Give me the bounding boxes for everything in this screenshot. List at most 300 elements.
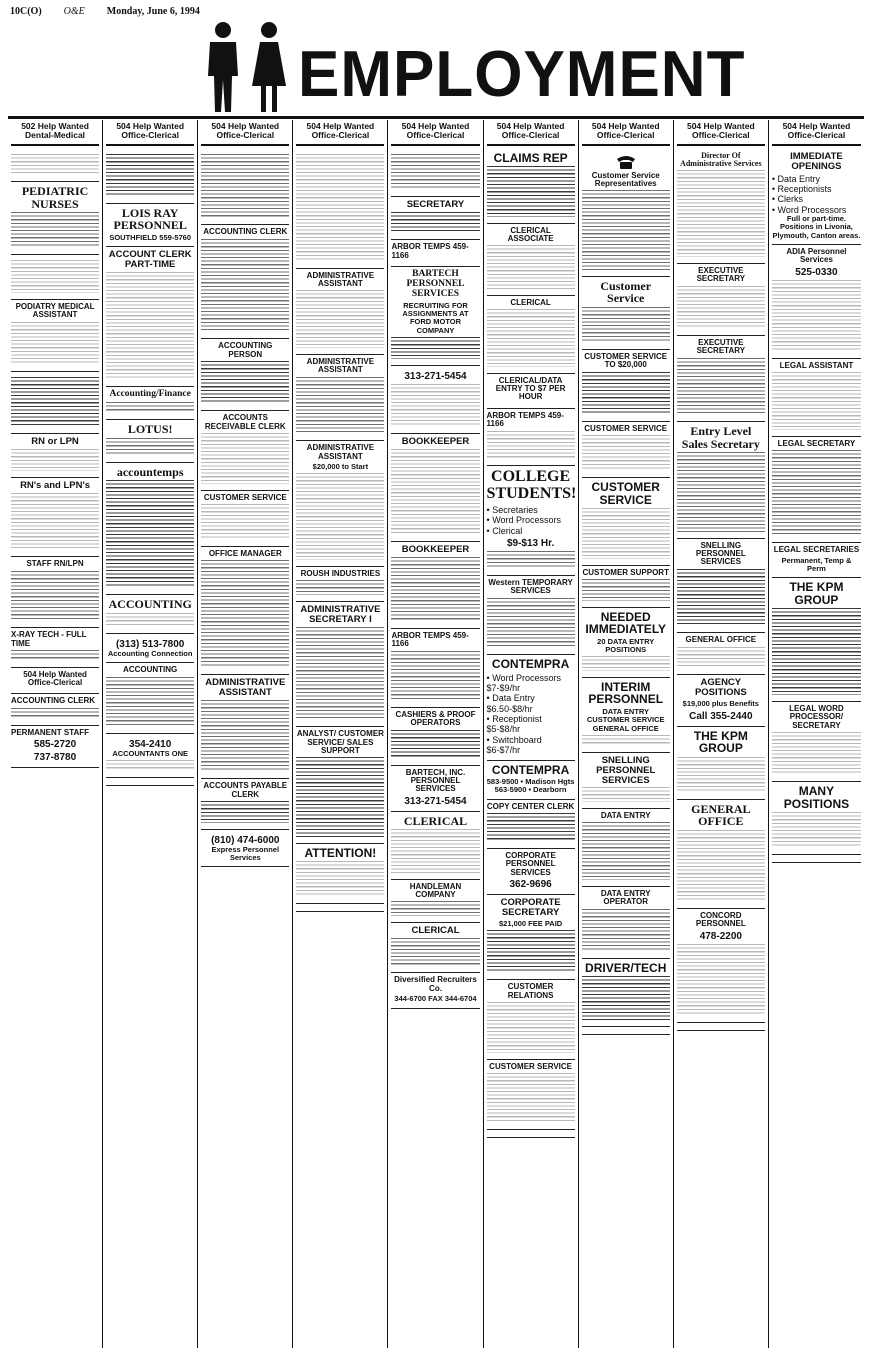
ad-body-text (391, 449, 479, 535)
column-heading: 502 Help Wanted Dental-Medical (11, 120, 99, 146)
classified-ad (11, 694, 99, 725)
ad-body-text (201, 801, 289, 823)
ad-body-text (201, 433, 289, 483)
ad-headline: CUSTOMER SERVICE (489, 1061, 573, 1071)
classified-ad (391, 629, 479, 708)
classified-ad (772, 855, 861, 863)
ad-headline: ACCOUNTING CLERK (203, 227, 288, 237)
ad-phone-number: $9-$13 Hr. (506, 538, 555, 549)
ad-body-text (677, 647, 765, 669)
ad-body-text (582, 656, 670, 670)
ad-body-text (582, 976, 670, 1019)
classified-ad (106, 595, 194, 634)
ad-headline: LEGAL SECRETARY (777, 438, 856, 448)
ad-headline: CLAIMS REP (493, 150, 568, 165)
page-number: 10C(O) (10, 6, 42, 17)
ad-subhead: ACCOUNTANTS ONE (112, 749, 189, 759)
classified-ad (11, 149, 99, 183)
ad-headline: THE KPM GROUP (693, 728, 748, 756)
classified-ad (582, 422, 670, 478)
ad-headline: LEGAL ASSISTANT (779, 360, 854, 370)
ad-headline: CLERICAL ASSOCIATE (507, 225, 554, 244)
ad-body-text (296, 154, 384, 262)
ad-headline: LOTUS! (127, 422, 173, 437)
ad-subhead: $20,000 to Start (312, 462, 369, 472)
ad-headline: CASHIERS & PROOF OPERATORS (395, 710, 476, 728)
classified-ad (391, 812, 479, 880)
ad-headline: ARBOR TEMPS 459-1166 (391, 630, 469, 649)
ad-body-text (106, 480, 194, 588)
ad-headline: ACCOUNTING CLERK (11, 696, 95, 706)
ad-headline: COPY CENTER CLERK (486, 801, 575, 811)
ad-body-text (11, 650, 99, 661)
classified-ad (487, 149, 575, 224)
classified-ad (677, 264, 765, 336)
section-masthead (200, 20, 860, 118)
ad-body-text (487, 245, 575, 288)
classified-ad (582, 887, 670, 959)
column-heading: 504 Help Wanted Office-Clerical (582, 120, 670, 146)
column-heading: 504 Help Wanted Office-Clerical (772, 120, 861, 146)
ad-body-text (487, 431, 575, 460)
ad-headline: STAFF RN/LPN (26, 559, 84, 569)
ad-body-text (391, 337, 479, 359)
ad-body-text (106, 154, 194, 197)
column-heading: 504 Help Wanted Office-Clerical (106, 120, 194, 146)
ad-body-text (582, 307, 670, 343)
classified-ad (296, 441, 384, 566)
ad-body-text (296, 473, 384, 559)
ad-body-text (11, 449, 99, 471)
ad-body-text (487, 1073, 575, 1123)
ad-body-text (11, 154, 99, 176)
ad-body-text (296, 580, 384, 594)
classified-ad (391, 923, 479, 974)
classified-columns (8, 120, 864, 1348)
ad-body-text (11, 377, 99, 427)
ad-headline: COLLEGE STUDENTS! (486, 468, 577, 503)
classified-ad (487, 224, 575, 296)
classified-ad (391, 880, 479, 923)
ad-headline: ARBOR TEMPS 459-1166 (486, 410, 564, 429)
ad-column (8, 120, 103, 1348)
ad-body-text (772, 450, 861, 536)
ad-phone-number: (313) 513-7800 (115, 639, 185, 651)
classified-ad (106, 734, 194, 778)
ad-headline: CUSTOMER SERVICE (591, 480, 660, 507)
ad-body-text (391, 557, 479, 622)
classified-ad (772, 702, 861, 782)
ad-body-text (677, 757, 765, 793)
ad-headline: LOIS RAY PERSONNEL (113, 205, 187, 233)
ad-headline: Customer Service (600, 278, 652, 306)
ad-headline: Western TEMPORARY SERVICES (488, 578, 573, 596)
ad-body-text (296, 861, 384, 897)
classified-ad (487, 980, 575, 1059)
ad-phone-number: 585-2720 (33, 739, 77, 751)
ad-subhead: RECRUITING FOR ASSIGNMENTS AT (402, 300, 469, 319)
ad-body-text (201, 154, 289, 219)
ad-phone-number: 362-9696 (509, 878, 552, 890)
man-figure-icon (200, 20, 246, 116)
ad-headline: ANALYST/ CUSTOMER SERVICE/ SALES SUPPORT (296, 729, 384, 755)
classified-ad (582, 608, 670, 678)
ad-body-text (772, 608, 861, 694)
ad-body-text (391, 730, 479, 759)
ad-body-text (106, 677, 194, 727)
ad-column (388, 120, 483, 1348)
classified-ad (772, 359, 861, 437)
classified-ad (106, 204, 194, 247)
ad-headline: IMMEDIATE OPENINGS (790, 150, 843, 172)
ad-position-list: • Word Processors $7-$9/hr • Data Entry $6.50-$8/hr • Receptionist $5-$8/hr • Switchboard $6-$7/hr (486, 672, 562, 756)
ad-phone-number: 313-271-5454 (404, 370, 467, 382)
ad-subhead: Express Personnel Services (211, 844, 280, 862)
classified-ad (106, 778, 194, 786)
ad-headline: ADMINISTRATIVE ASSISTANT (205, 677, 286, 699)
ad-subhead: Accounting Connection (107, 649, 193, 659)
ad-headline: accountemps (116, 464, 184, 479)
ad-body-text (582, 787, 670, 801)
ad-subhead: 583-9500 • Madison Hgts (486, 777, 575, 787)
classified-ad (487, 1130, 575, 1138)
ad-body-text (11, 260, 99, 292)
ad-headline: CUSTOMER RELATIONS (507, 982, 554, 1000)
woman-figure-icon (246, 20, 292, 116)
classified-ad (11, 255, 99, 299)
ad-body-text (677, 569, 765, 627)
ad-body-text (677, 944, 765, 1016)
ad-phone-number: 354-2410 (129, 739, 172, 751)
ad-subhead: SOUTHFIELD 559-5760 (109, 233, 192, 243)
classified-ad (582, 753, 670, 809)
issue-date: Monday, June 6, 1994 (106, 6, 200, 17)
classified-ad (201, 547, 289, 675)
ad-body-text (11, 322, 99, 365)
classified-ad (582, 350, 670, 422)
ad-headline: DRIVER/TECH (585, 960, 667, 975)
classified-ad (391, 434, 479, 542)
classified-ad (106, 247, 194, 387)
ad-subhead: Full or part-time. Positions in Livonia, Plymouth, Canton areas. (772, 214, 861, 240)
ad-headline: ADMINISTRATIVE ASSISTANT (306, 443, 375, 461)
ad-headline: ACCOUNTS RECEIVABLE CLERK (204, 413, 286, 431)
ad-column (198, 120, 293, 1348)
classified-ad (487, 576, 575, 655)
ad-headline: ATTENTION! (304, 845, 377, 860)
ad-headline: DATA ENTRY OPERATOR (600, 888, 651, 907)
column-heading: 504 Help Wanted Office-Clerical (391, 120, 479, 146)
classified-ad (391, 973, 479, 1008)
ad-column (674, 120, 769, 1348)
classified-ad (391, 197, 479, 241)
column-heading: 504 Help Wanted Office-Clerical (201, 120, 289, 146)
ad-body-text (391, 651, 479, 701)
ad-headline: SECRETARY (406, 198, 465, 210)
classified-ad (391, 267, 479, 366)
ad-headline: SNELLING PERSONNEL SERVICES (695, 540, 746, 567)
ad-headline: BOOKKEEPER (401, 544, 470, 556)
classified-ad (391, 708, 479, 766)
classified-ad (106, 663, 194, 734)
ad-body-text (487, 551, 575, 569)
ad-body-text (582, 822, 670, 880)
ad-position-list: • Secretaries • Word Processors • Clerical (486, 504, 562, 536)
ad-body-text (772, 372, 861, 430)
ad-headline: Accounting/Finance (109, 389, 191, 400)
classified-ad (487, 895, 575, 980)
ad-phone-number: 478-2200 (699, 930, 742, 942)
ad-body-text (677, 358, 765, 416)
ad-subhead: $19,000 plus Benefits (682, 699, 759, 709)
classified-ad (106, 634, 194, 663)
classified-ad (582, 678, 670, 753)
ad-body-text (296, 757, 384, 836)
ad-headline: ACCOUNT CLERK PART-TIME (108, 249, 192, 271)
column-heading: 504 Help Wanted Office-Clerical (296, 120, 384, 146)
ad-body-text (296, 627, 384, 721)
ad-body-text (677, 170, 765, 256)
classified-ad (677, 336, 765, 422)
classified-ad (772, 245, 861, 359)
ad-headline: ADMINISTRATIVE ASSISTANT (306, 357, 375, 375)
classified-ad (201, 411, 289, 490)
ad-headline: PODIATRY MEDICAL ASSISTANT (15, 301, 95, 320)
ad-headline: GENERAL OFFICE (691, 801, 751, 829)
classified-ad (677, 633, 765, 675)
ad-headline: Entry Level Sales Secretary (681, 424, 760, 451)
ad-body-text (391, 901, 479, 915)
ad-phone-number: (810) 474-6000 (211, 834, 280, 846)
ad-body-text (201, 239, 289, 333)
ad-headline: ROUSH INDUSTRIES (300, 568, 381, 578)
masthead-rule (8, 116, 864, 119)
ad-subhead: DATA ENTRY CUSTOMER SERVICE GENERAL OFFICE (586, 707, 665, 733)
classified-ad (391, 240, 479, 267)
ad-headline: BARTECH PERSONNEL SERVICES (406, 269, 465, 299)
ad-body-text (106, 438, 194, 456)
ad-body-text (582, 735, 670, 746)
ad-headline: GENERAL OFFICE (685, 635, 757, 645)
classified-ad (201, 779, 289, 829)
classified-ad (106, 149, 194, 204)
ad-headline: CONCORD PERSONNEL (695, 910, 746, 929)
ad-body-text (391, 384, 479, 427)
classified-ad (296, 149, 384, 269)
ad-headline: X-RAY TECH - FULL TIME (11, 630, 87, 648)
ad-body-text (391, 829, 479, 872)
ad-headline: CUSTOMER SERVICE (203, 492, 287, 502)
classified-ad (582, 149, 670, 277)
ad-headline: EXECUTIVE SECRETARY (696, 337, 746, 356)
classified-ad (582, 959, 670, 1027)
classified-ad (487, 800, 575, 849)
ad-phone-number: Call 355-2440 (689, 710, 753, 722)
classified-ad (677, 727, 765, 800)
ad-headline: EXECUTIVE SECRETARY (696, 265, 746, 284)
classified-ad (201, 149, 289, 226)
section-title: EMPLOYMENT (298, 38, 746, 111)
ad-headline: ACCOUNTING (123, 665, 178, 675)
ad-headline: ACCOUNTS PAYABLE CLERK (203, 781, 288, 799)
ad-headline: PERMANENT STAFF (11, 727, 90, 737)
classified-ad (201, 225, 289, 339)
ad-headline: CONTEMPRA (491, 762, 570, 777)
classified-ad (106, 420, 194, 463)
ad-headline: BARTECH, INC. PERSONNEL SERVICES (405, 767, 466, 794)
classified-ad (296, 567, 384, 602)
ad-body-text (201, 504, 289, 540)
classified-ad (677, 909, 765, 1023)
ad-headline: Customer Service Representatives (591, 170, 660, 189)
ad-position-list: • Data Entry • Receptionists • Clerks • Word Processors (771, 173, 847, 215)
ad-phone-number: 313-271-5454 (404, 795, 467, 807)
ad-subhead: $21,000 FEE PAID (498, 918, 563, 928)
ad-headline: THE KPM GROUP (789, 580, 844, 607)
classified-ad (582, 478, 670, 566)
classified-ad (677, 800, 765, 909)
classified-ad (772, 543, 861, 578)
classified-ad (11, 182, 99, 255)
classified-ad (487, 409, 575, 467)
column-heading: 504 Help Wanted Office-Clerical (487, 120, 575, 146)
classified-ad (11, 434, 99, 478)
column-heading: 504 Help Wanted Office-Clerical (677, 120, 765, 146)
ad-headline: NEEDED IMMEDIATELY (585, 609, 667, 637)
ad-phone-number: 737-8780 (33, 752, 77, 764)
ad-phone-number: 525-0330 (795, 266, 838, 278)
ad-body-text (677, 830, 765, 902)
classified-ad (296, 355, 384, 441)
classified-ad (772, 437, 861, 544)
classified-ad (772, 149, 861, 245)
ad-body-text (296, 377, 384, 435)
ad-body-text (106, 402, 194, 413)
classified-ad (296, 269, 384, 355)
ad-body-text (677, 286, 765, 329)
classified-ad (201, 339, 289, 411)
ad-headline: ARBOR TEMPS 459-1166 (391, 242, 469, 260)
classified-ad (582, 566, 670, 608)
ad-headline: CUSTOMER SUPPORT (582, 567, 669, 577)
ad-headline: ADIA Personnel Services (786, 246, 847, 265)
classified-ad (677, 675, 765, 726)
ad-headline: CUSTOMER SERVICE (584, 423, 668, 433)
ad-subhead: 20 DATA ENTRY POSITIONS (597, 636, 655, 655)
ad-column (484, 120, 579, 1348)
classified-ad (11, 372, 99, 434)
ad-headline: AGENCY POSITIONS (694, 677, 747, 699)
ad-body-text (582, 579, 670, 601)
classified-ad (11, 557, 99, 628)
ad-headline: BOOKKEEPER (401, 435, 470, 447)
ad-headline: RN or LPN (31, 436, 79, 448)
ad-subhead: 344-6700 FAX 344-6704 (394, 994, 477, 1004)
classified-ad (296, 844, 384, 905)
ad-body-text (582, 435, 670, 471)
ad-headline: SNELLING PERSONNEL SERVICES (596, 754, 656, 786)
classified-ad (11, 300, 99, 372)
publication-name: O&E (63, 6, 85, 17)
ad-body-text (772, 812, 861, 848)
ad-headline: Director Of Administrative Services (680, 150, 762, 169)
ad-body-text (582, 909, 670, 952)
classified-ad (487, 466, 575, 576)
classified-ad (582, 277, 670, 350)
ad-body-text (391, 154, 479, 190)
ad-headline: INTERIM PERSONNEL (588, 679, 664, 707)
classified-ad (677, 539, 765, 634)
ad-body-text (677, 452, 765, 531)
ad-body-text (201, 700, 289, 772)
classified-ad (201, 675, 289, 779)
ad-column (293, 120, 388, 1348)
ad-column (579, 120, 674, 1348)
classified-ad (391, 542, 479, 629)
ad-headline: LEGAL SECRETARIES (773, 545, 860, 555)
ad-body-text (11, 571, 99, 621)
classified-ad (201, 830, 289, 868)
ad-body-text (201, 560, 289, 668)
ad-body-text (487, 598, 575, 648)
ad-body-text (487, 166, 575, 216)
classified-ad (11, 628, 99, 668)
ad-headline: MANY POSITIONS (783, 784, 850, 811)
classified-ad (487, 761, 575, 800)
ad-headline: RN's and LPN's (20, 479, 91, 491)
classified-ad (11, 726, 99, 768)
ad-headline: CLERICAL (510, 297, 551, 307)
ad-headline: CUSTOMER SERVICE TO $20,000 (584, 351, 668, 370)
ad-headline: PEDIATRIC NURSES (21, 184, 89, 211)
ad-headline: CORPORATE SECRETARY (500, 896, 561, 918)
ad-body-text (11, 708, 99, 719)
classified-ad (487, 374, 575, 409)
classified-ad (391, 366, 479, 434)
ad-headline: 504 Help Wanted Office-Clerical (23, 669, 87, 688)
ad-headline: ACCOUNTING PERSON (218, 341, 273, 359)
ad-body-text (582, 508, 670, 558)
ad-body-text (11, 493, 99, 551)
ad-body-text (11, 212, 99, 248)
ad-body-text (772, 732, 861, 775)
ad-headline: LEGAL WORD PROCESSOR/ SECRETARY (789, 703, 844, 730)
classified-ad (11, 668, 99, 695)
ad-body-text (487, 309, 575, 367)
ad-body-text (772, 280, 861, 352)
classified-ad (487, 849, 575, 895)
ad-subhead: FORD MOTOR COMPANY (409, 317, 462, 335)
ad-body-text (106, 760, 194, 771)
ad-headline: CLERICAL (411, 924, 460, 936)
ad-body-text (582, 190, 670, 269)
classified-ad (391, 149, 479, 197)
ad-subhead: Permanent, Temp & Perm (781, 555, 852, 573)
classified-ad (487, 1060, 575, 1131)
classified-ad (582, 809, 670, 887)
ad-headline: CONTEMPRA (491, 657, 570, 672)
ad-body-text (391, 212, 479, 234)
ad-headline: HANDLEMAN COMPANY (409, 881, 462, 899)
classified-ad (772, 782, 861, 855)
classified-ad (582, 1027, 670, 1035)
ad-headline: Diversified Recruiters Co. (394, 975, 477, 993)
classified-ad (391, 766, 479, 812)
ad-body-text (582, 372, 670, 415)
ad-headline: DATA ENTRY (600, 810, 651, 820)
ad-headline: CORPORATE PERSONNEL SERVICES (505, 850, 556, 877)
classified-ad (106, 387, 194, 420)
